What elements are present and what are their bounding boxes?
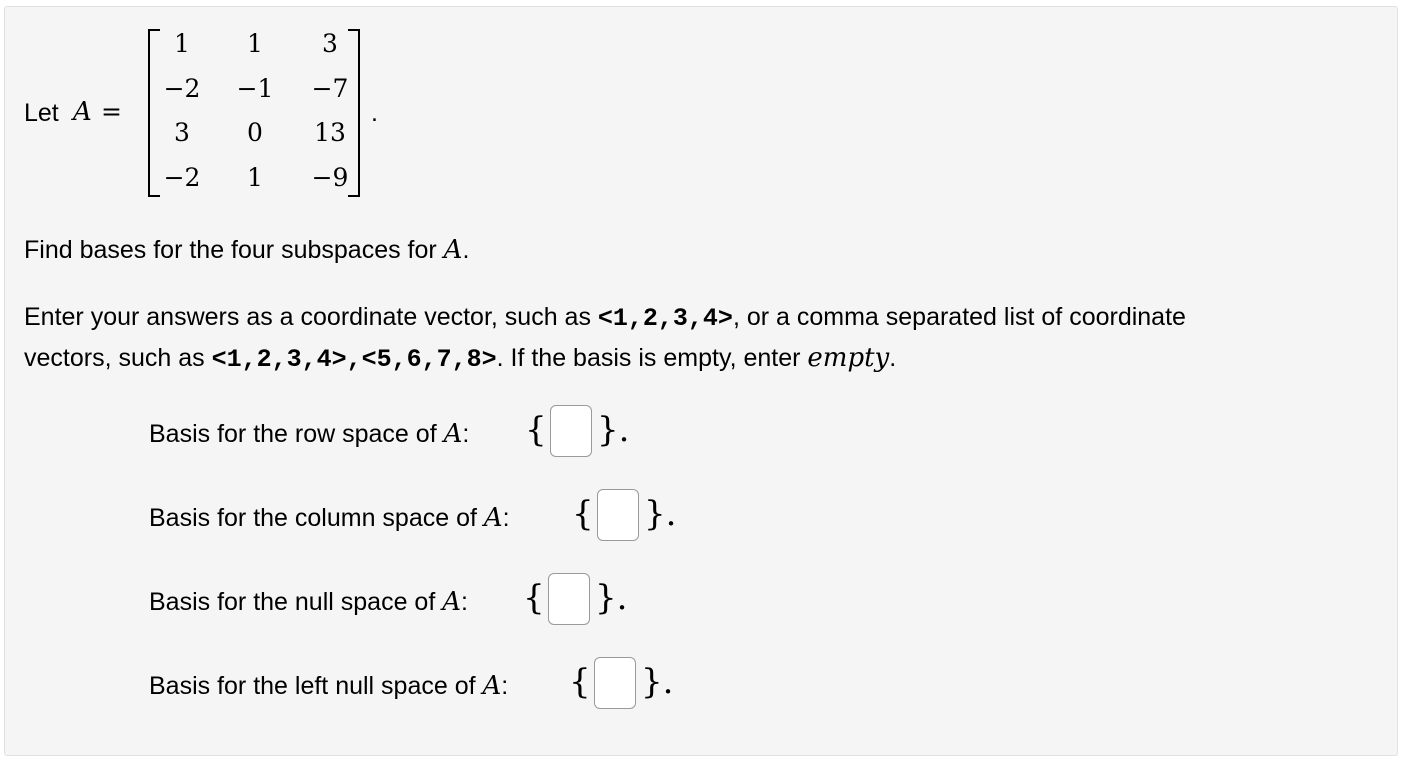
matrix-cell: −7 xyxy=(311,74,349,103)
example-vector: <1,2,3,4> xyxy=(597,304,733,333)
question-panel xyxy=(4,6,1398,756)
question-label: Basis for the left null space of xyxy=(149,672,483,700)
prompt-label: Find bases for the four subspaces for xyxy=(24,236,444,264)
prompt-period: . xyxy=(462,236,470,264)
open-brace: { xyxy=(525,410,547,450)
close-brace: }. xyxy=(641,662,674,702)
example-vector-list: <1,2,3,4>,<5,6,7,8> xyxy=(211,345,497,374)
close-brace: }. xyxy=(644,494,677,534)
matrix-cell: 3 xyxy=(322,29,338,58)
prompt-text xyxy=(24,235,469,265)
matrix-cell: −1 xyxy=(236,74,274,103)
open-brace: { xyxy=(569,662,591,702)
matrix-variable: A xyxy=(73,97,92,127)
left-null-space-answer-input[interactable] xyxy=(594,657,636,709)
question-variable: A xyxy=(482,671,502,701)
question-colon: : xyxy=(461,588,468,616)
empty-keyword: empty xyxy=(807,343,890,373)
equals-sign: = xyxy=(101,97,122,126)
matrix-cell: 1 xyxy=(247,29,263,58)
null-space-answer-input[interactable] xyxy=(548,573,590,625)
instructions-line-2 xyxy=(24,343,896,374)
matrix-cell: 3 xyxy=(174,118,190,147)
question-variable: A xyxy=(483,503,503,533)
instructions-text: vectors, such as xyxy=(24,344,212,372)
null-space-question xyxy=(149,587,468,617)
matrix-period: . xyxy=(371,99,378,127)
close-brace: }. xyxy=(595,578,628,618)
prompt-variable: A xyxy=(443,235,463,265)
matrix-cell: −2 xyxy=(163,163,201,192)
matrix-cell: 1 xyxy=(174,29,190,58)
open-brace: { xyxy=(523,578,545,618)
instructions-text: , or a comma separated list of coordinate xyxy=(732,303,1186,331)
let-label: Let xyxy=(24,99,59,127)
open-brace: { xyxy=(572,494,594,534)
question-label: Basis for the row space of xyxy=(149,420,444,448)
matrix-cell: −9 xyxy=(311,163,349,192)
question-colon: : xyxy=(502,504,510,532)
question-label: Basis for the null space of xyxy=(149,588,443,616)
question-colon: : xyxy=(501,672,509,700)
matrix-cell: 0 xyxy=(247,118,263,147)
instructions-text: Enter your answers as a coordinate vector, such as xyxy=(24,303,598,331)
instructions-text: . xyxy=(889,344,897,372)
matrix-cell: −2 xyxy=(163,74,201,103)
instructions-text: . If the basis is empty, enter xyxy=(496,344,808,372)
matrix-cell: 1 xyxy=(247,163,263,192)
matrix-cell: 13 xyxy=(314,118,346,147)
question-variable: A xyxy=(442,587,461,617)
question-colon: : xyxy=(462,420,470,448)
column-space-question xyxy=(149,503,510,533)
close-brace: }. xyxy=(597,410,630,450)
question-label: Basis for the column space of xyxy=(149,504,484,532)
row-space-answer-input[interactable] xyxy=(550,405,592,457)
instructions-line-1 xyxy=(24,303,1186,333)
question-variable: A xyxy=(443,419,463,449)
row-space-question xyxy=(149,419,469,449)
column-space-answer-input[interactable] xyxy=(597,489,639,541)
left-null-space-question xyxy=(149,671,508,701)
